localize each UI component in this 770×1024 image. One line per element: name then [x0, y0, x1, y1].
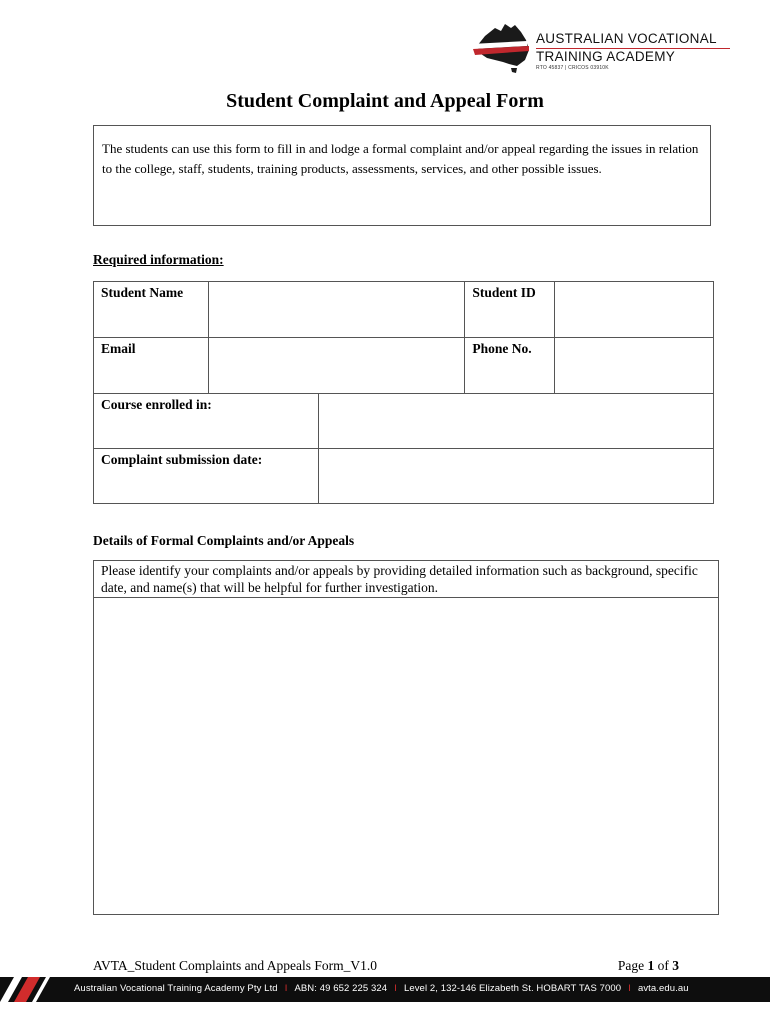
course-label: Course enrolled in:	[94, 394, 319, 449]
submission-date-field[interactable]	[318, 449, 713, 504]
page-prefix: Page	[617, 958, 648, 973]
intro-box: The students can use this form to fill in and lodge a formal complaint and/or appeal regarding the issues in relation to the college, staff, students, training products, assessments, services, and other possible issues.	[93, 125, 711, 226]
separator-1: I	[284, 983, 288, 994]
course-details-table	[93, 393, 714, 504]
website-link[interactable]: avta.edu.au	[637, 983, 689, 994]
bottom-bar-text	[74, 983, 689, 994]
form-title: Student Complaint and Appeal Form	[226, 90, 544, 112]
submission-date-label: Complaint submission date:	[94, 449, 319, 504]
student-details-table	[93, 281, 714, 394]
bottom-bar	[0, 977, 770, 1002]
logo-line-2: TRAINING ACADEMY	[536, 49, 676, 64]
email-label: Email	[94, 338, 209, 394]
company-name: Australian Vocational Training Academy Pty Ltd	[74, 983, 278, 994]
address: Level 2, 132-146 Elizabeth St. HOBART TAS 7000	[403, 983, 622, 994]
student-id-field[interactable]	[555, 282, 714, 338]
company-logo	[471, 22, 733, 74]
logo-line-1: AUSTRALIAN VOCATIONAL	[536, 31, 717, 46]
details-heading: Details of Formal Complaints and/or Appeals	[93, 533, 355, 548]
phone-field[interactable]	[555, 338, 714, 394]
document-name: AVTA_Student Complaints and Appeals Form_V1.0	[93, 958, 378, 973]
details-instruction: Please identify your complaints and/or appeals by providing detailed information such as background, specific date, and name(s) that will be helpful for further investigation.	[94, 561, 718, 598]
details-text-area[interactable]	[94, 598, 718, 916]
email-field[interactable]	[208, 338, 464, 394]
page-current: 1	[647, 958, 655, 973]
australia-map-icon	[471, 22, 533, 74]
page-total: 3	[672, 958, 679, 973]
stripes-icon	[0, 977, 60, 1002]
logo-tagline: RTO 45837 | CRICOS 03910K	[536, 65, 609, 71]
separator-3: I	[628, 983, 631, 994]
required-info-heading: Required information:	[93, 252, 224, 267]
abn: ABN: 49 652 225 324	[294, 983, 388, 994]
student-name-field[interactable]	[208, 282, 464, 338]
page-of: of	[654, 958, 673, 973]
course-field[interactable]	[318, 394, 713, 449]
phone-label: Phone No.	[465, 338, 555, 394]
details-box	[93, 560, 719, 915]
separator-2: I	[394, 983, 397, 994]
student-id-label: Student ID	[465, 282, 555, 338]
page-number	[618, 958, 679, 974]
student-name-label: Student Name	[94, 282, 209, 338]
